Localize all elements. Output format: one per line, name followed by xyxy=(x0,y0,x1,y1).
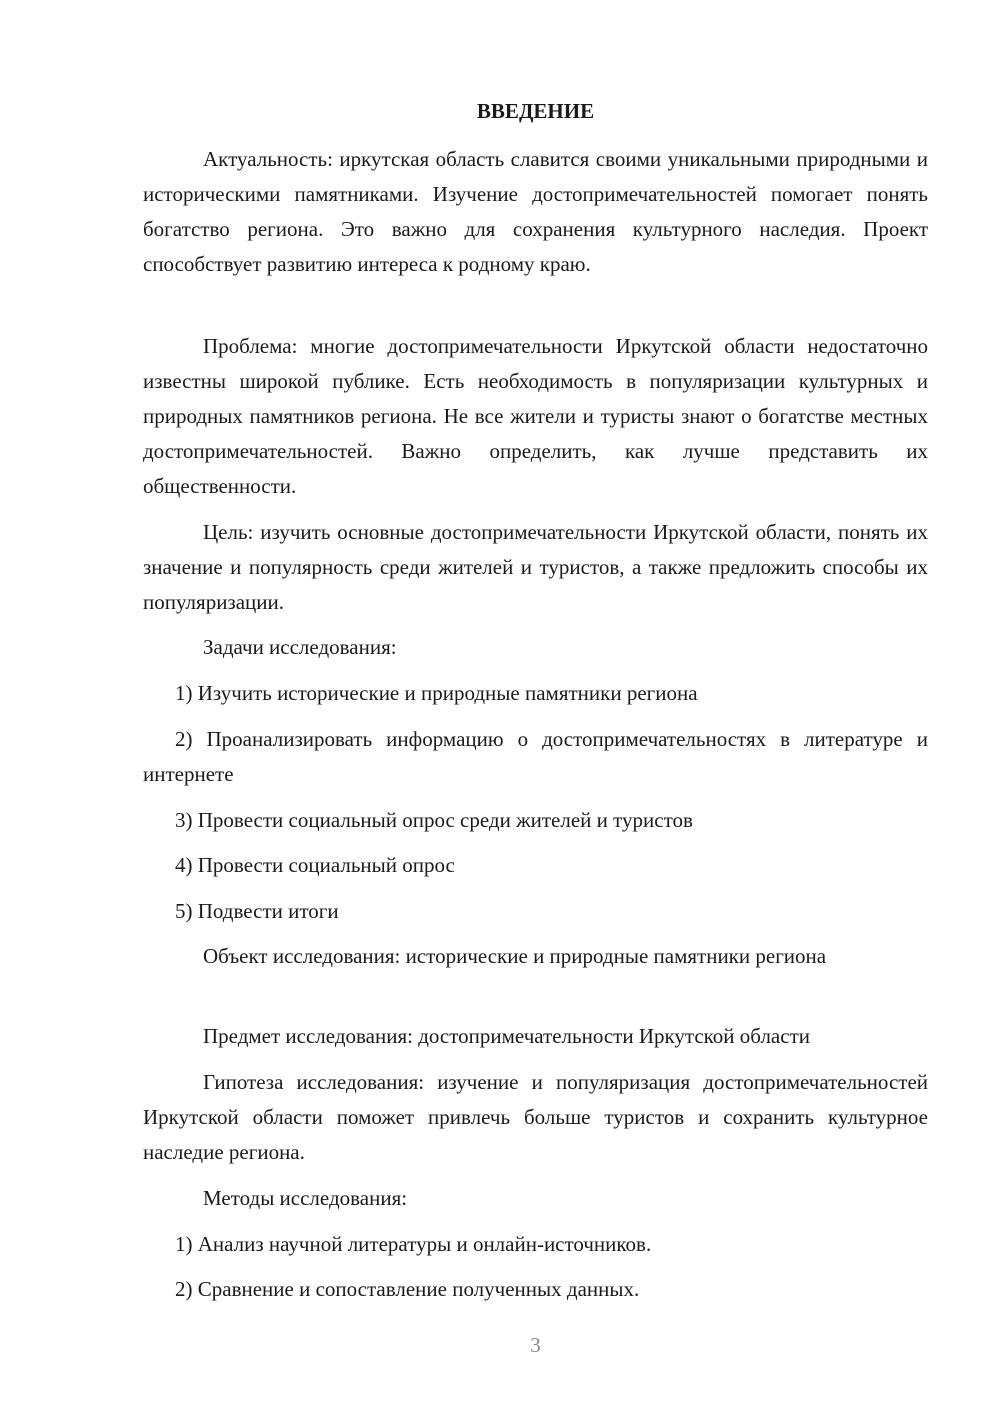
relevance-paragraph: Актуальность: иркутская область славится своими уникальными природными и историческими памятниками. Изучение достопримечательностей помогает понять богатство региона. Это важно для сохранения культурного наследия. Проект способствует развитию интереса к родному краю. xyxy=(143,147,928,276)
task-item-2: 2) Проанализировать информацию о достопримечательностях в литературе и интернете xyxy=(143,727,928,786)
task-item-4: 4) Провести социальный опрос xyxy=(175,853,455,877)
task-item-1: 1) Изучить исторические и природные памятники региона xyxy=(175,681,698,705)
goal-paragraph: Цель: изучить основные достопримечательности Иркутской области, понять их значение и популярность среди жителей и туристов, а также предложить способы их популяризации. xyxy=(143,520,928,614)
object-paragraph: Объект исследования: исторические и природные памятники региона xyxy=(203,944,827,968)
problem-paragraph: Проблема: многие достопримечательности Иркутской области недостаточно известны широкой публике. Есть необходимость в популяризации культурных и природных памятников региона. Не все жители и туристы знают о богатстве местных достопримечательностей. Важно определить, как лучше представить их общественности. xyxy=(143,334,928,498)
subject-paragraph: Предмет исследования: достопримечательности Иркутской области xyxy=(203,1024,810,1048)
task-item-3: 3) Провести социальный опрос среди жителей и туристов xyxy=(175,808,693,832)
methods-heading: Методы исследования: xyxy=(203,1186,408,1210)
method-item-2: 2) Сравнение и сопоставление полученных данных. xyxy=(175,1277,640,1301)
hypothesis-paragraph: Гипотеза исследования: изучение и популяризация достопримечательностей Иркутской области поможет привлечь больше туристов и сохранить культурное наследие региона. xyxy=(143,1070,928,1164)
task-item-5: 5) Подвести итоги xyxy=(175,899,339,923)
tasks-heading: Задачи исследования: xyxy=(203,635,397,659)
section-title: ВВЕДЕНИЕ xyxy=(476,99,595,123)
method-item-1: 1) Анализ научной литературы и онлайн-источников. xyxy=(175,1232,652,1256)
page-number: 3 xyxy=(530,1333,541,1357)
